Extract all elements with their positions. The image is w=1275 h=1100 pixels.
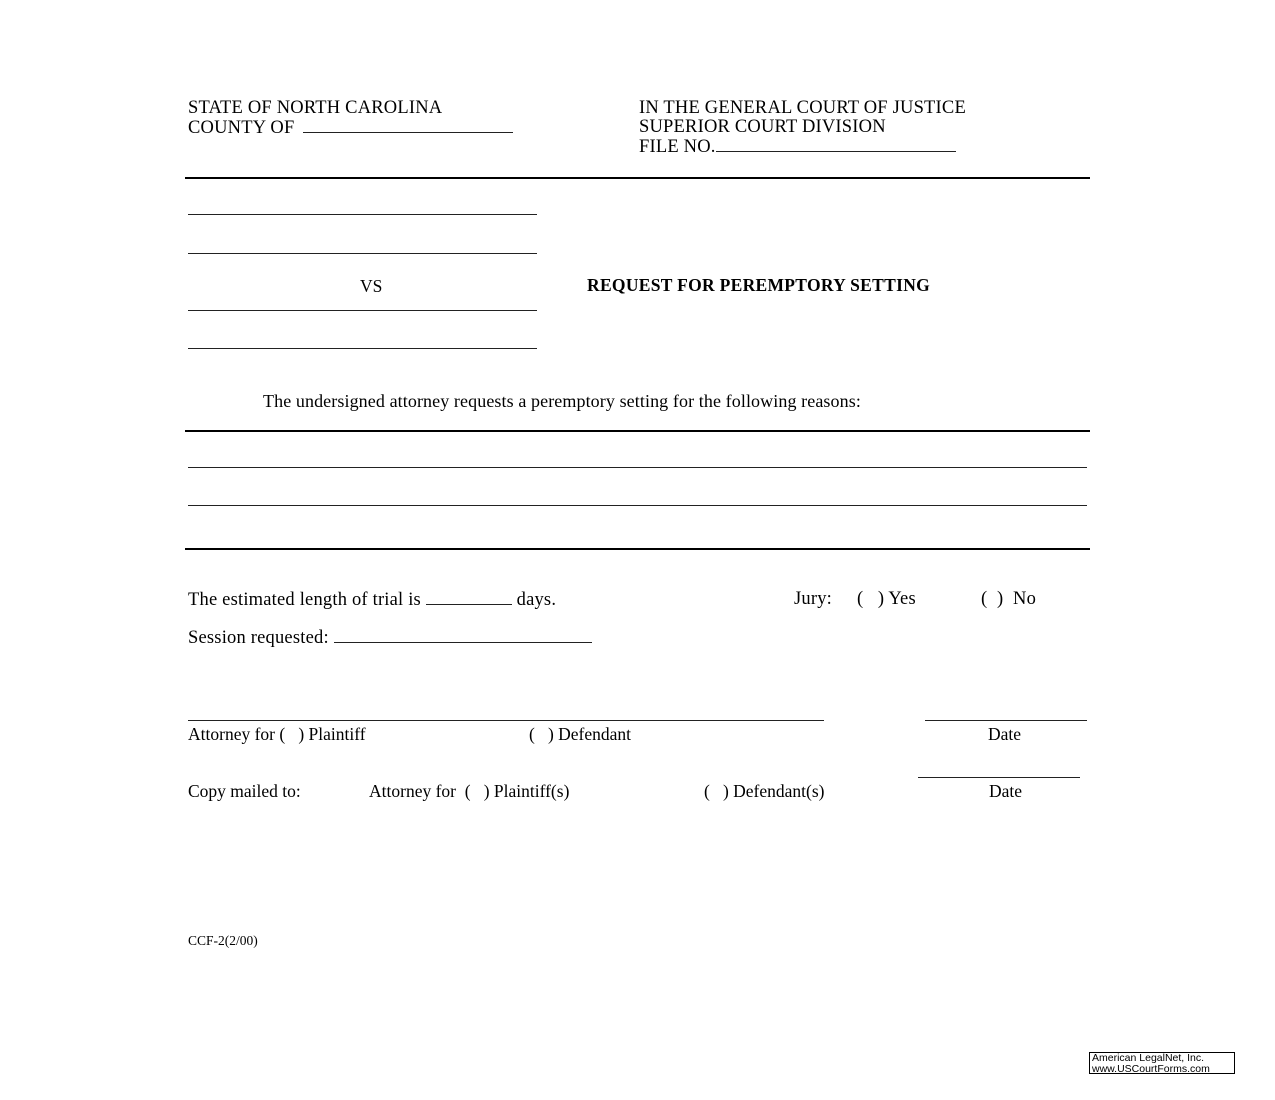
reasons-top-rule [185,430,1090,432]
versus-label: VS [360,276,383,296]
county-field[interactable] [303,118,513,133]
trial-length-line [188,590,556,610]
publisher-stamp [1089,1052,1235,1074]
document-title: REQUEST FOR PEREMPTORY SETTING [587,275,931,295]
file-no-field[interactable] [716,137,956,152]
county-label: COUNTY OF [188,118,295,138]
session-field[interactable] [334,628,592,643]
reason-line-2[interactable] [188,505,1087,506]
defendant-line-1[interactable] [188,310,537,311]
copy-defendant-option[interactable]: ( ) Defendant(s) [704,781,825,801]
copy-date-label: Date [989,781,1023,801]
reasons-intro: The undersigned attorney requests a peremptory setting for the following reasons: [263,391,861,411]
form-id: CCF-2(2/00) [188,933,258,948]
plaintiff-line-2[interactable] [188,253,537,254]
publisher-url[interactable]: www.USCourtForms.com [1092,1063,1210,1075]
jury-no-option[interactable]: ( ) No [981,589,1037,609]
copy-plaintiff-option[interactable]: Attorney for ( ) Plaintiff(s) [369,781,570,801]
signature-date-label: Date [988,724,1022,744]
copy-mailed-label: Copy mailed to: [188,781,301,801]
trial-length-suffix: days. [516,590,557,610]
court-heading: IN THE GENERAL COURT OF JUSTICE [639,98,966,118]
session-line [188,628,592,648]
jury-label: Jury: [794,589,832,609]
file-no-line [639,137,956,157]
state-heading: STATE OF NORTH CAROLINA [188,98,443,118]
reasons-bottom-rule [185,548,1090,550]
trial-days-field[interactable] [426,590,512,605]
session-label: Session requested: [188,628,329,648]
publisher-name: American LegalNet, Inc. [1092,1052,1205,1064]
reason-line-1[interactable] [188,467,1087,468]
header-divider [185,177,1090,179]
county-line [188,118,513,138]
attorney-for-plaintiff-option[interactable]: Attorney for ( ) Plaintiff [188,724,366,744]
trial-length-prefix: The estimated length of trial is [188,590,421,610]
file-no-label: FILE NO. [639,137,716,157]
signature-date-line[interactable] [925,720,1087,721]
attorney-for-defendant-option[interactable]: ( ) Defendant [529,724,632,744]
copy-date-line[interactable] [918,777,1080,778]
jury-yes-option[interactable]: ( ) Yes [857,589,916,609]
division-heading: SUPERIOR COURT DIVISION [639,117,886,137]
plaintiff-line-1[interactable] [188,214,537,215]
defendant-line-2[interactable] [188,348,537,349]
attorney-signature-line[interactable] [188,720,824,721]
